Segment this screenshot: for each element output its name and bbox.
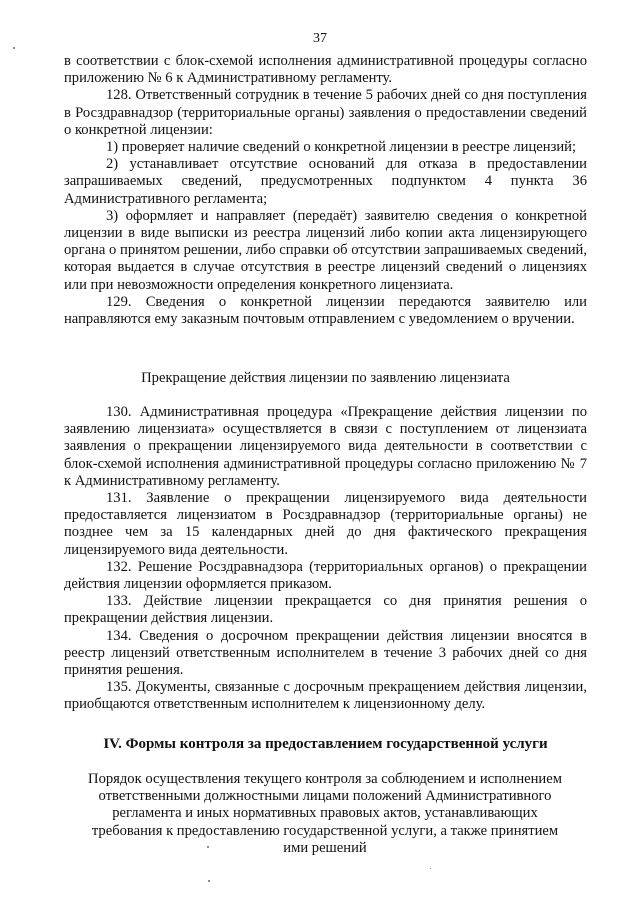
closing-paragraph-wrap [78, 771, 572, 857]
paragraph: 1) проверяет наличие сведений о конкретной лицензии в реестре лицензий; [106, 139, 577, 156]
paragraph: 128. Ответственный сотрудник в течение 5 рабочих дней со дня поступления в Росздравнадзор (территориальные органы) заявления о предоставлении сведений о конкретной лицензии: [64, 87, 587, 138]
paragraph: 131. Заявление о прекращении лицензируемого вида деятельности предоставляется лицензиатом в Росздравнадзор (территориальные органы) не позднее чем за 15 календарных дней до дня фактического прекращения лицензируемого вида деятельности. [64, 490, 587, 558]
paragraph: 2) устанавливает отсутствие оснований для отказа в предоставлении запрашиваемых сведений, предусмотренных подпунктом 4 пункта 36 Административного регламента; [64, 156, 587, 207]
chapter-heading-wrap [64, 735, 587, 753]
chapter-heading: IV. Формы контроля за предоставлением государственной услуги [103, 736, 548, 752]
paragraph: 132. Решение Росздравнадзора (территориальных органов) о прекращении действия лицензии оформляется приказом. [64, 558, 587, 593]
section-heading: Прекращение действия лицензии по заявлению лицензиата [141, 370, 510, 386]
paragraph: в соответствии с блок-схемой исполнения административной процедуры согласно приложению № 6 к Административному регламенту. [64, 53, 587, 87]
paragraph: 133. Действие лицензии прекращается со дня принятия решения о прекращении действия лицензии. [64, 593, 587, 627]
text-block-middle [64, 404, 587, 714]
page-number: 37 [313, 31, 327, 46]
paragraph: 130. Административная процедура «Прекращение действия лицензии по заявлению лицензиата» осуществляется в связи с поступлением от лицензиата заявления о прекращении лицензируемого вида деятельности в соответствии с блок-схемой исполнения административной процедуры согласно приложению № 7 к Административному регламенту. [64, 404, 587, 489]
paragraph: 135. Документы, связанные с досрочным прекращением действия лицензии, приобщаются ответственным исполнителем к лицензионному делу. [64, 679, 587, 713]
paragraph: 134. Сведения о досрочном прекращении действия лицензии вносятся в реестр лицензий ответственным исполнителем в течение 3 рабочих дней со дня принятия решения. [64, 627, 587, 679]
paragraph: 129. Сведения о конкретной лицензии передаются заявителю или направляются ему заказным почтовым отправлением с уведомлением о вручении. [64, 293, 587, 328]
text-block-top [64, 53, 587, 328]
scan-speck [13, 47, 15, 49]
scan-speck [208, 880, 210, 882]
scan-speck [430, 868, 431, 869]
section-heading-wrap [64, 370, 587, 387]
closing-paragraph: Порядок осуществления текущего контроля за соблюдением и исполнением ответственными должностными лицами положений Административного регламента и иных нормативных правовых актов, устанавливающих требования к предоставлению государственной услуги, а также принятием ими решений [88, 771, 562, 856]
scan-speck [207, 846, 209, 848]
paragraph: 3) оформляет и направляет (передаёт) заявителю сведения о конкретной лицензии в виде выписки из реестра лицензий либо копии акта лицензирующего органа о принятом решении, либо справки об отсутствии запрашиваемых сведений, которая выдается в случае отсутствия в реестре лицензий сведений о лицензиях или при невозможности определения конкретного лицензиата. [64, 207, 587, 293]
